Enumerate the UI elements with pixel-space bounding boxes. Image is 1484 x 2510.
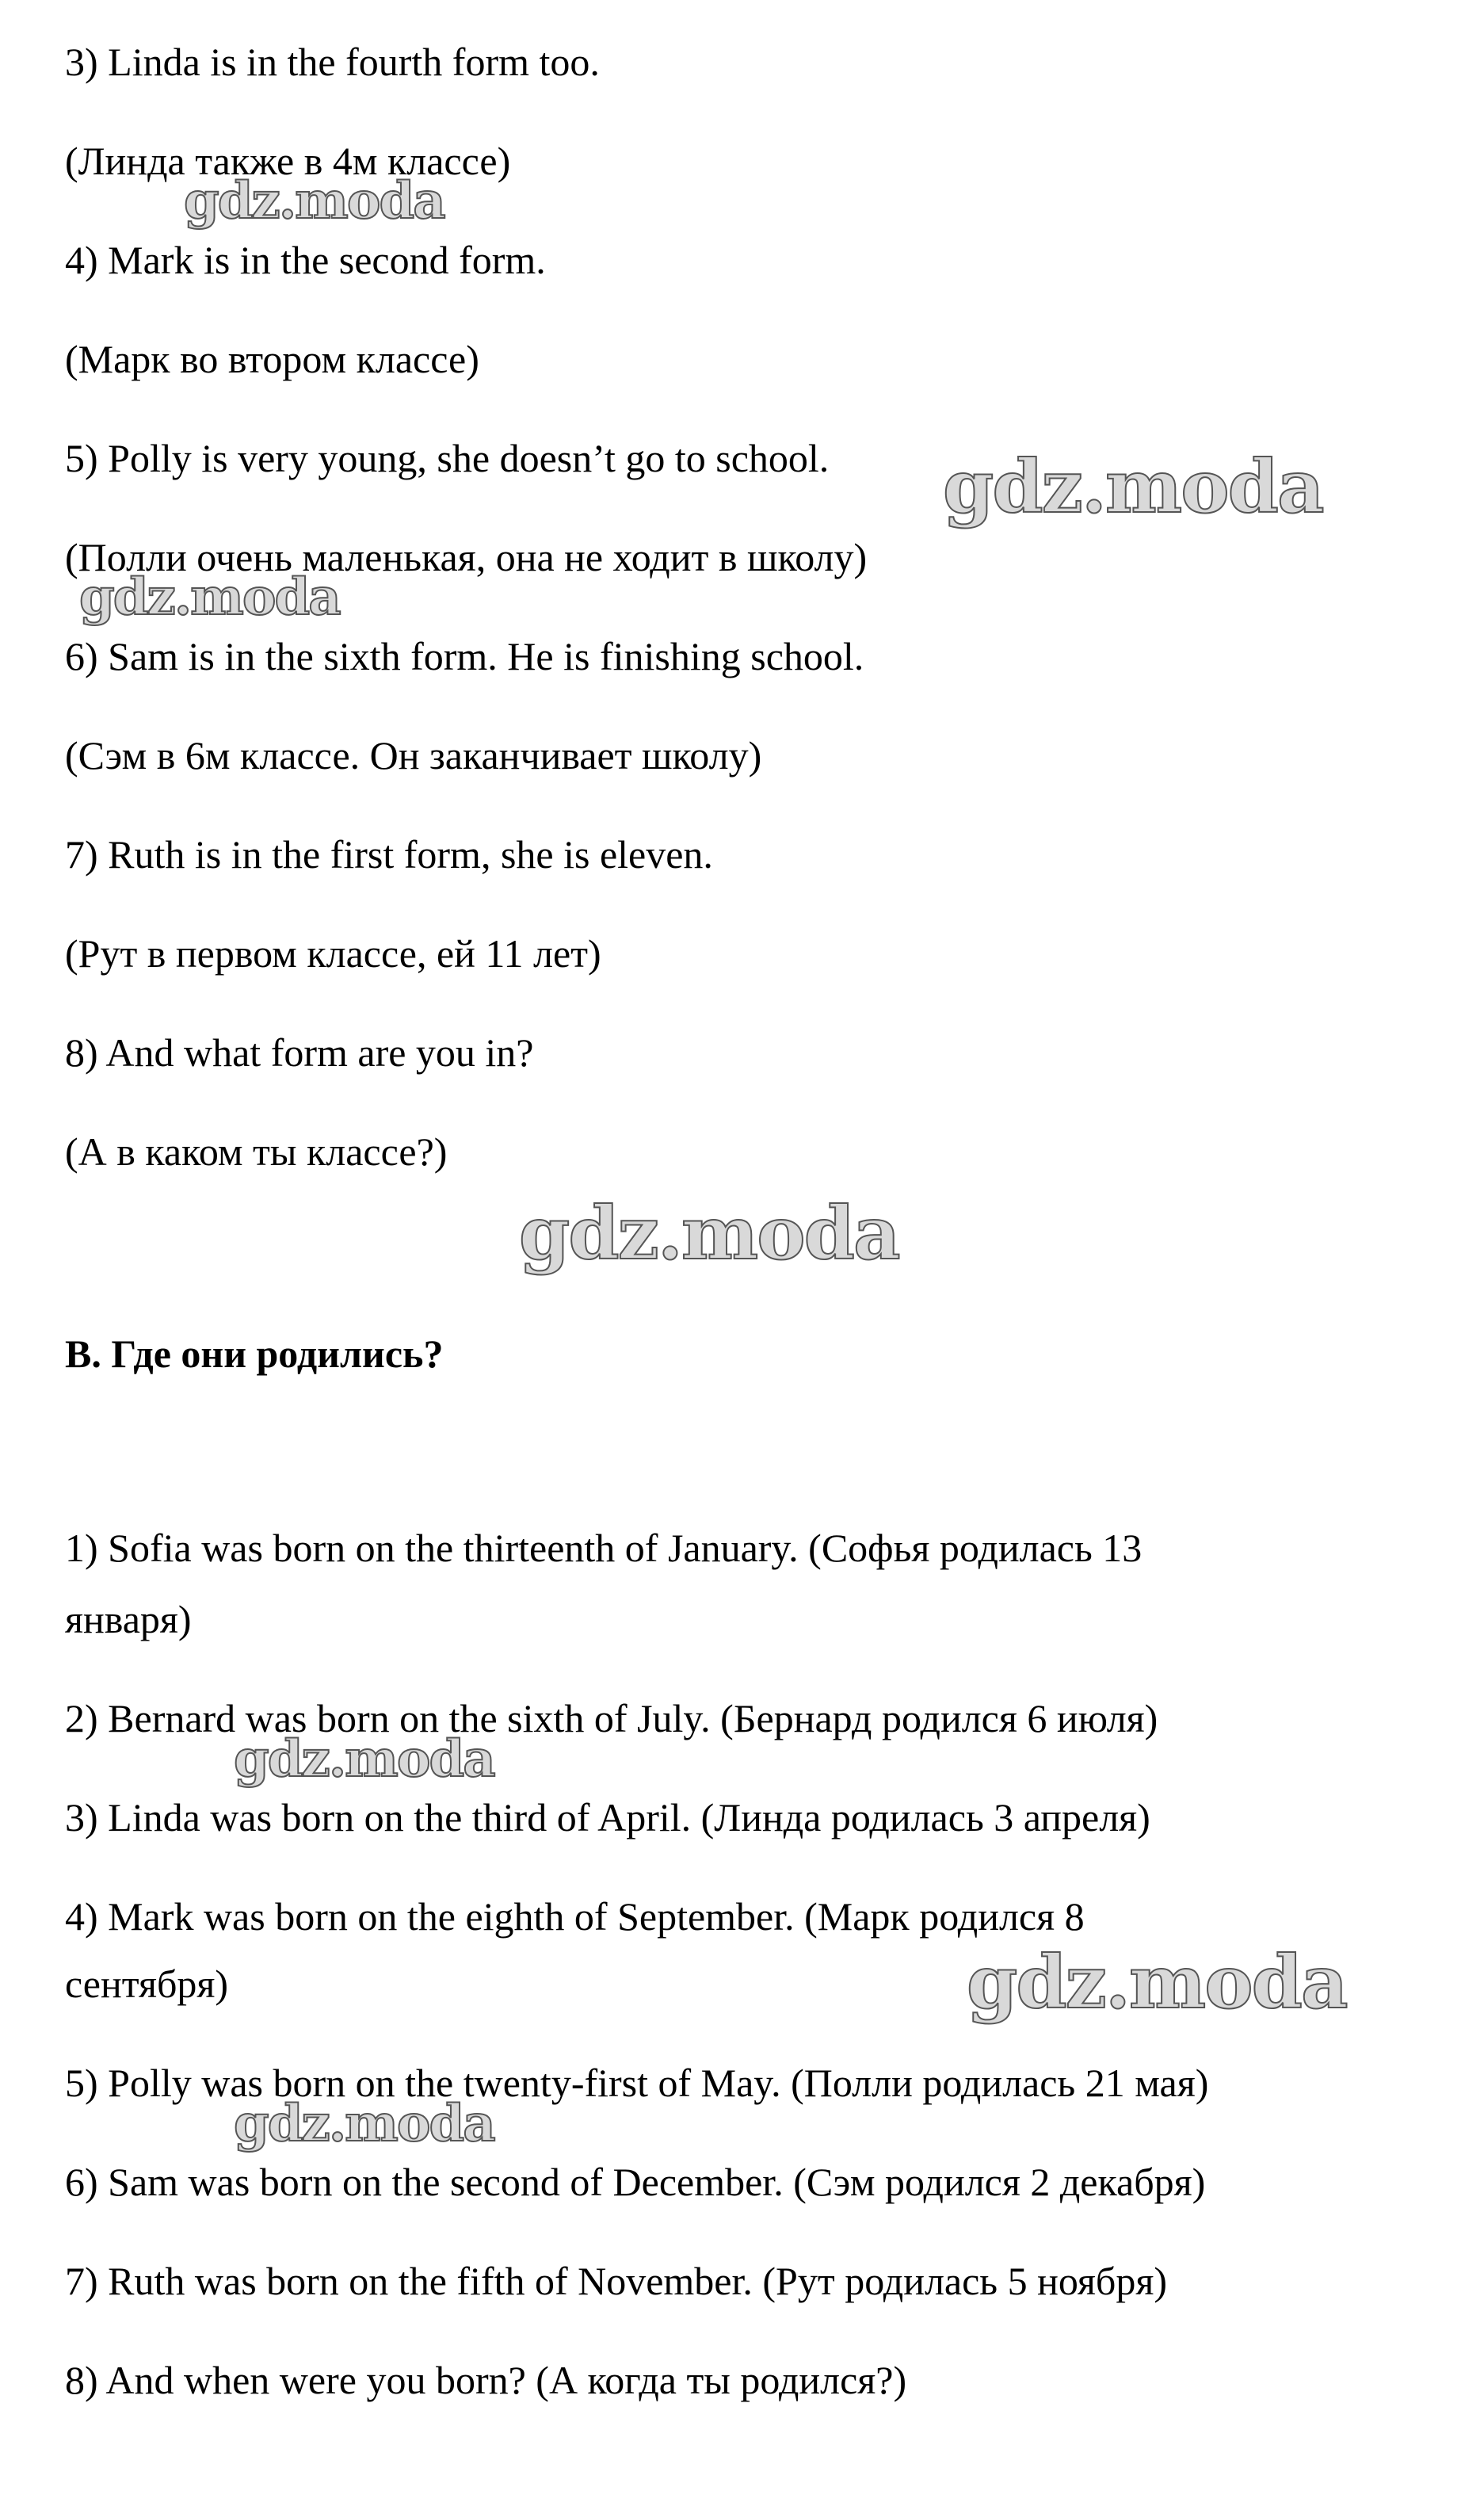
watermark-logo: gdz.moda bbox=[184, 171, 444, 231]
section-heading: B. Где они родились? bbox=[65, 1331, 444, 1376]
translation-line: (А в каком ты классе?) bbox=[65, 1129, 448, 1174]
answer-line: 5) Polly was born on the twenty-first of May. (Полли родилась 21 мая) bbox=[65, 2061, 1209, 2105]
watermark-logo: gdz.moda bbox=[943, 444, 1323, 529]
answer-line: 8) And when were you born? (А когда ты родился?) bbox=[65, 2358, 907, 2402]
answer-line: 4) Mark is in the second form. bbox=[65, 238, 546, 282]
answer-line: 2) Bernard was born on the sixth of July. (Бернард родился 6 июля) bbox=[65, 1696, 1158, 1740]
watermark-logo: gdz.moda bbox=[519, 1190, 899, 1276]
answer-line: 7) Ruth was born on the fifth of November. (Рут родилась 5 ноября) bbox=[65, 2259, 1167, 2303]
answer-line: 6) Sam was born on the second of December. (Сэм родился 2 декабря) bbox=[65, 2160, 1206, 2204]
translation-line: (Линда также в 4м классе) bbox=[65, 139, 511, 183]
translation-line: (Рут в первом классе, ей 11 лет) bbox=[65, 931, 601, 976]
watermark-logo: gdz.moda bbox=[79, 567, 340, 627]
answer-line: 4) Mark was born on the eighth of September. (Марк родился 8 bbox=[65, 1894, 1085, 1939]
answer-line: 3) Linda is in the fourth form too. bbox=[65, 40, 600, 84]
translation-line: (Сэм в 6м классе. Он заканчивает школу) bbox=[65, 733, 762, 777]
answer-line: 6) Sam is in the sixth form. He is finishing school. bbox=[65, 634, 864, 678]
answer-line-continued: января) bbox=[65, 1597, 192, 1641]
watermark-logo: gdz.moda bbox=[234, 2094, 494, 2153]
answer-line: 3) Linda was born on the third of April. (Линда родилась 3 апреля) bbox=[65, 1795, 1150, 1840]
answer-line-continued: сентября) bbox=[65, 1962, 229, 2006]
answer-line: 7) Ruth is in the first form, she is eleven. bbox=[65, 832, 713, 877]
answer-line: 8) And what form are you in? bbox=[65, 1030, 534, 1075]
watermark-logo: gdz.moda bbox=[967, 1939, 1347, 2025]
watermark-logo: gdz.moda bbox=[234, 1729, 494, 1789]
answer-line: 1) Sofia was born on the thirteenth of January. (Софья родилась 13 bbox=[65, 1526, 1143, 1570]
translation-line: (Полли очень маленькая, она не ходит в школу) bbox=[65, 535, 868, 579]
translation-line: (Марк во втором классе) bbox=[65, 337, 479, 381]
answer-line: 5) Polly is very young, she doesn’t go to school. bbox=[65, 436, 830, 480]
